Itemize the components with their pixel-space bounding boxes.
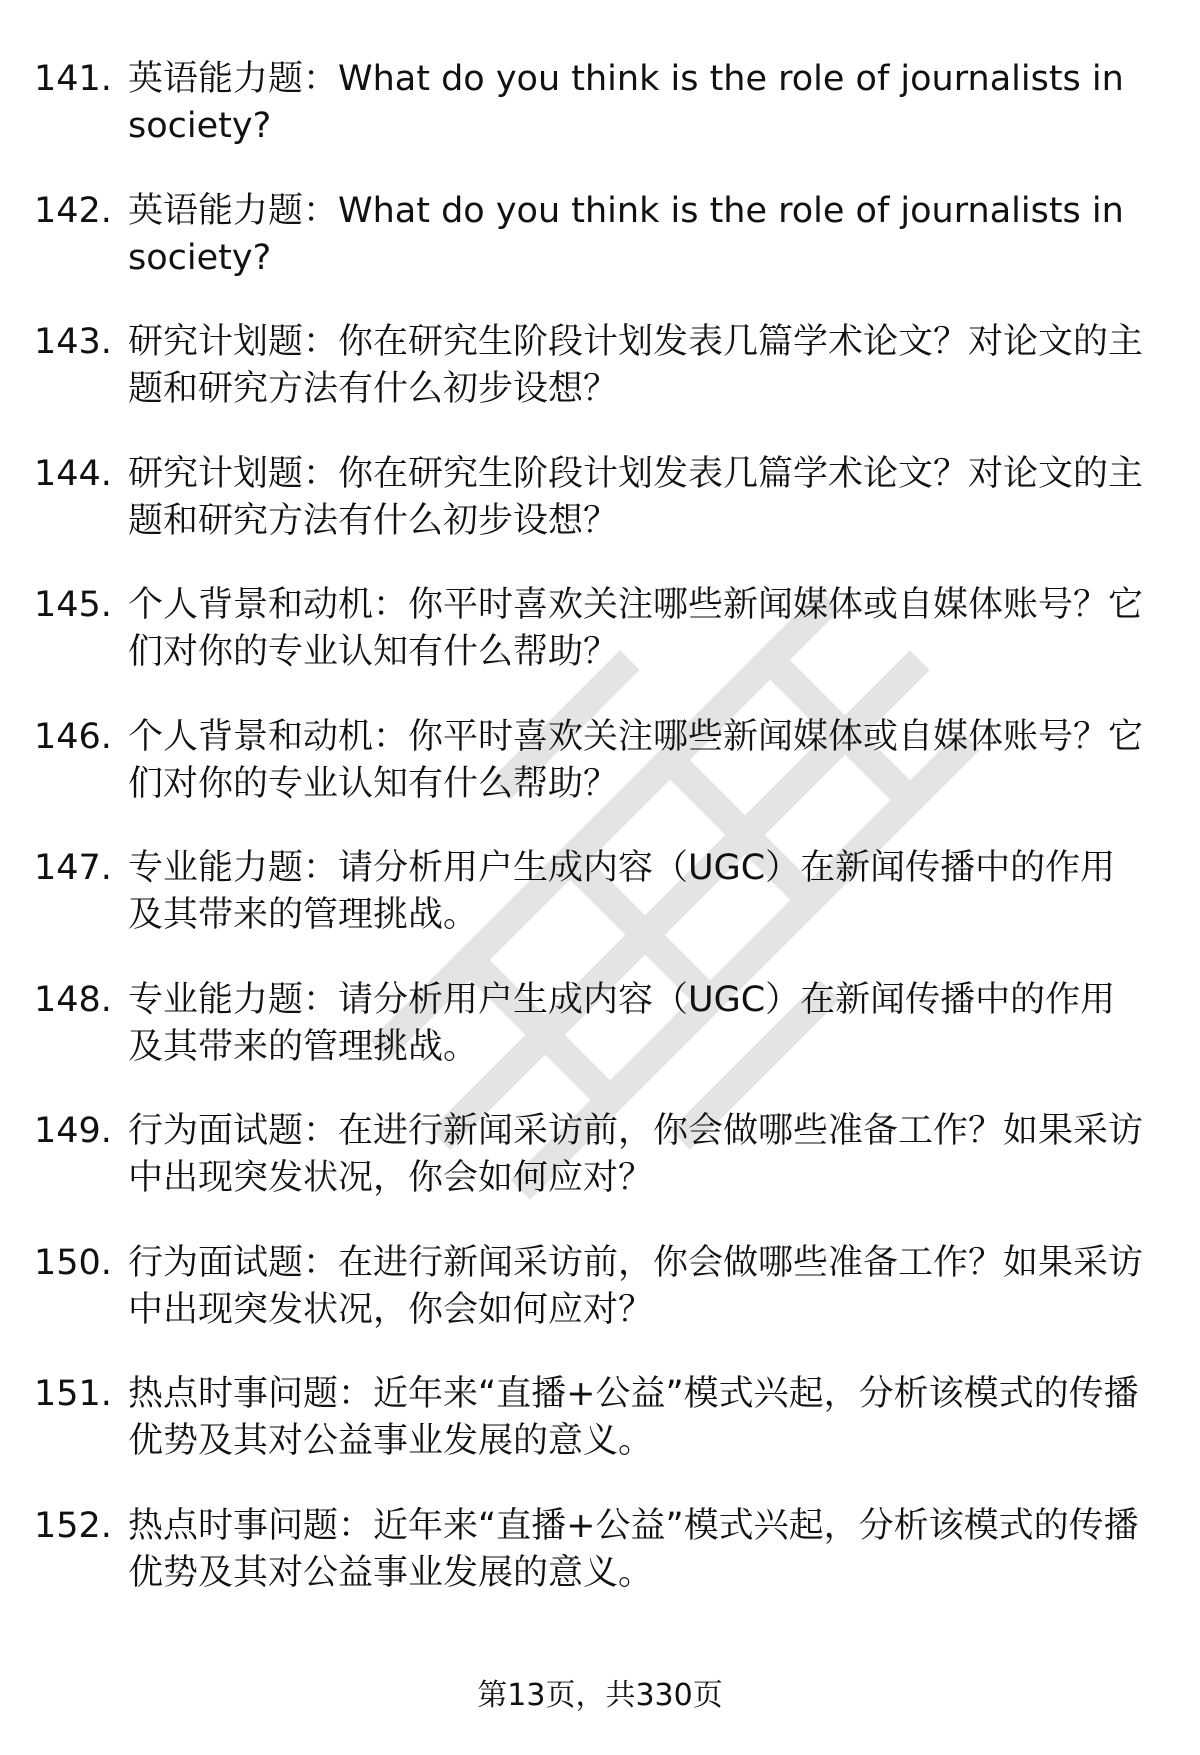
question-item xyxy=(34,1240,1154,1372)
question-text: 个人背景和动机：你平时喜欢关注哪些新闻媒体或自媒体账号？它们对你的专业认知有什么帮助？ xyxy=(128,585,1144,672)
question-number: 148. xyxy=(34,979,112,1020)
question-number: 142. xyxy=(34,190,112,231)
question-item xyxy=(34,1371,1154,1503)
question-text: 英语能力题：What do you think is the role of journalists in society? xyxy=(128,190,1124,278)
question-item xyxy=(34,188,1154,320)
question-number: 144. xyxy=(34,453,112,494)
question-item xyxy=(34,451,1154,583)
question-text: 行为面试题：在进行新闻采访前，你会做哪些准备工作？如果采访中出现突发状况，你会如何应对？ xyxy=(128,1242,1144,1330)
question-text: 英语能力题：What do you think is the role of journalists in society? xyxy=(128,59,1124,146)
question-item xyxy=(34,582,1154,714)
question-number: 141. xyxy=(34,59,112,99)
question-item xyxy=(34,1108,1154,1240)
question-number: 152. xyxy=(34,1505,112,1546)
question-item xyxy=(34,319,1154,451)
question-text: 热点时事问题：近年来“直播+公益”模式兴起，分析该模式的传播优势及其对公益事业发展的意义。 xyxy=(128,1374,1139,1461)
question-list xyxy=(34,56,1154,1634)
question-text: 专业能力题：请分析用户生成内容（UGC）在新闻传播中的作用及其带来的管理挑战。 xyxy=(128,848,1116,935)
question-text: 个人背景和动机：你平时喜欢关注哪些新闻媒体或自媒体账号？它们对你的专业认知有什么帮助？ xyxy=(128,716,1144,804)
question-number: 145. xyxy=(34,585,112,625)
question-text: 研究计划题：你在研究生阶段计划发表几篇学术论文？对论文的主题和研究方法有什么初步设想？ xyxy=(128,453,1144,541)
question-item xyxy=(34,714,1154,846)
question-text: 专业能力题：请分析用户生成内容（UGC）在新闻传播中的作用及其带来的管理挑战。 xyxy=(128,979,1116,1067)
question-number: 146. xyxy=(34,716,112,757)
question-item xyxy=(34,56,1154,188)
question-item xyxy=(34,1503,1154,1635)
question-number: 150. xyxy=(34,1242,112,1283)
page-indicator: 第13页，共330页 xyxy=(477,1678,723,1713)
question-number: 147. xyxy=(34,848,112,888)
question-number: 151. xyxy=(34,1374,112,1414)
question-text: 行为面试题：在进行新闻采访前，你会做哪些准备工作？如果采访中出现突发状况，你会如何应对？ xyxy=(128,1111,1144,1198)
question-text: 研究计划题：你在研究生阶段计划发表几篇学术论文？对论文的主题和研究方法有什么初步设想？ xyxy=(128,322,1144,409)
question-text: 热点时事问题：近年来“直播+公益”模式兴起，分析该模式的传播优势及其对公益事业发展的意义。 xyxy=(128,1505,1139,1593)
question-item xyxy=(34,977,1154,1109)
question-number: 149. xyxy=(34,1111,112,1151)
question-number: 143. xyxy=(34,322,112,362)
question-item xyxy=(34,845,1154,977)
